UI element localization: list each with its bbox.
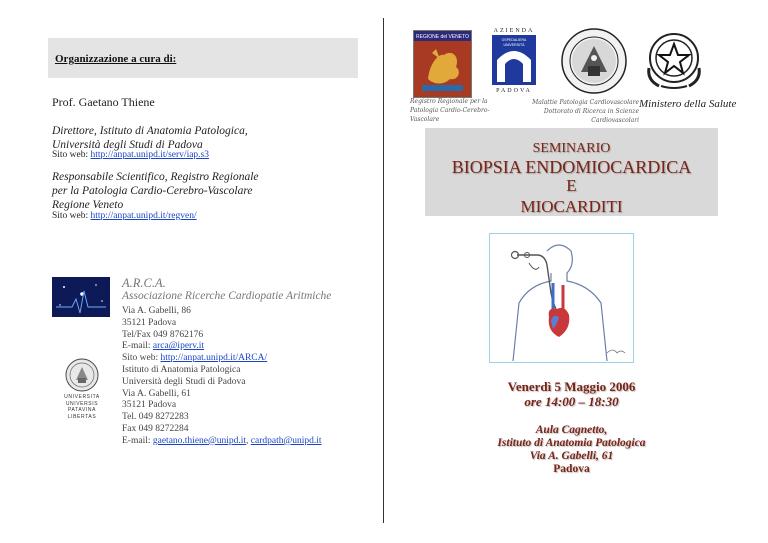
biopsy-illustration: [489, 233, 634, 363]
email-line: [122, 436, 322, 448]
caption-line: Patologia Cardio-Cerebro-Vascolare: [410, 107, 490, 123]
organizer-name: Prof. Gaetano Thiene: [52, 95, 155, 109]
email-label: E-mail:: [122, 435, 153, 446]
event-venue-line: Aula Cagnetto,: [535, 424, 608, 436]
institute-line: Istituto di Anatomia Patologica: [122, 364, 241, 375]
arca-full-name: Associazione Ricerche Cardiopatie Aritmiche: [122, 290, 332, 302]
resp-line: Regione Veneto: [52, 199, 124, 211]
caption-line: Registro Regionale per la: [410, 98, 488, 105]
caption-line: LIBERTAS: [67, 413, 97, 420]
azienda-logo-caption: [524, 98, 639, 125]
event-time: ore 14:00 – 18:30: [524, 394, 619, 409]
arca-email-link[interactable]: arca@iperv.it: [152, 341, 204, 352]
fax-line: Fax 049 8272284: [122, 423, 189, 434]
organizer-heading: Organizzazione a cura di:: [55, 53, 177, 65]
page-fold-divider: [383, 18, 384, 523]
role-line: Università degli Studi di Padova: [52, 139, 203, 151]
arca-contact-block: [122, 306, 322, 448]
website-label: Sito web:: [122, 353, 161, 364]
event-date: Venerdì 5 Maggio 2006: [507, 379, 636, 394]
regven-website-link[interactable]: http://anpat.unipd.it/regven/: [90, 211, 197, 221]
university-seal-icon: [65, 358, 99, 392]
caption-line: UNIVERSITA: [64, 394, 100, 400]
email-line: [122, 341, 322, 353]
seminar-title-line: E: [566, 176, 577, 195]
organizer-role: [52, 124, 352, 152]
regione-veneto-logo: [413, 30, 472, 98]
website-label: Sito web:: [52, 211, 91, 221]
email-separator: ,: [246, 435, 251, 446]
repubblica-emblem-icon: [643, 28, 705, 92]
seminar-title-line: MIOCARDITI: [520, 197, 623, 216]
website-line: [52, 211, 197, 221]
resp-line: Responsabile Scientifico, Registro Regionale: [52, 171, 259, 183]
arca-logo: [52, 277, 110, 317]
cardpath-email-link[interactable]: cardpath@unipd.it: [250, 435, 322, 446]
website-label: Sito web:: [52, 150, 91, 160]
seminar-label: SEMINARIO: [532, 141, 611, 156]
azienda-ospedaliera-logo: [491, 26, 537, 94]
address-line: 35121 Padova: [122, 317, 177, 328]
phone-line: Tel/Fax 049 8762176: [122, 329, 204, 340]
iap-website-link[interactable]: http://anpat.unipd.it/serv/iap.s3: [90, 150, 210, 160]
website-line: [52, 150, 209, 160]
address-line: 35121 Padova: [122, 400, 177, 411]
institute-line: Università degli Studi di Padova: [122, 376, 246, 387]
role-line: Direttore, Istituto di Anatomia Patologica,: [52, 125, 248, 137]
event-venue-line: Padova: [553, 463, 590, 475]
address-line: Via A. Gabelli, 86: [122, 306, 191, 316]
event-venue-line: Istituto di Anatomia Patologica: [497, 437, 646, 449]
caption-line: UNIVERSIS: [65, 400, 99, 407]
organizer-responsibility: [52, 170, 352, 212]
seminar-title-line: BIOPSIA ENDOMIOCARDICA: [451, 157, 692, 177]
resp-line: per la Patologia Cardio-Cerebro-Vascolare: [52, 185, 253, 197]
azienda-bottom-text: PADOVA: [496, 88, 532, 94]
university-caption: [56, 394, 108, 420]
arca-name: A.R.C.A.: [122, 276, 166, 290]
event-venue-line: Via A. Gabelli, 61: [529, 450, 614, 462]
veneto-logo-text: REGIONE del VENETO: [416, 34, 469, 40]
azienda-top-text: AZIENDA: [493, 28, 535, 34]
university-seal-large-icon: [561, 28, 627, 94]
arca-website-link[interactable]: http://anpat.unipd.it/ARCA/: [160, 353, 268, 364]
email-label: E-mail:: [122, 341, 153, 352]
caption-line: PATAVINA: [67, 407, 97, 413]
thiene-email-link[interactable]: gaetano.thiene@unipd.it: [152, 435, 247, 446]
veneto-logo-caption: [410, 97, 495, 124]
ministero-caption: Ministero della Salute: [639, 98, 737, 110]
azienda-mid1-text: OSPEDALIERA: [501, 38, 527, 42]
azienda-mid2-text: UNIVERSITÀ: [503, 43, 525, 47]
website-line: [122, 353, 322, 365]
address-line: Via A. Gabelli, 61: [122, 388, 191, 399]
caption-line: Dottorato di Ricerca in Scienze Cardiovascolari: [543, 108, 639, 124]
phone-line: Tel. 049 8272283: [122, 412, 189, 423]
caption-line: Malattie Patologia Cardiovascolare: [532, 99, 639, 106]
